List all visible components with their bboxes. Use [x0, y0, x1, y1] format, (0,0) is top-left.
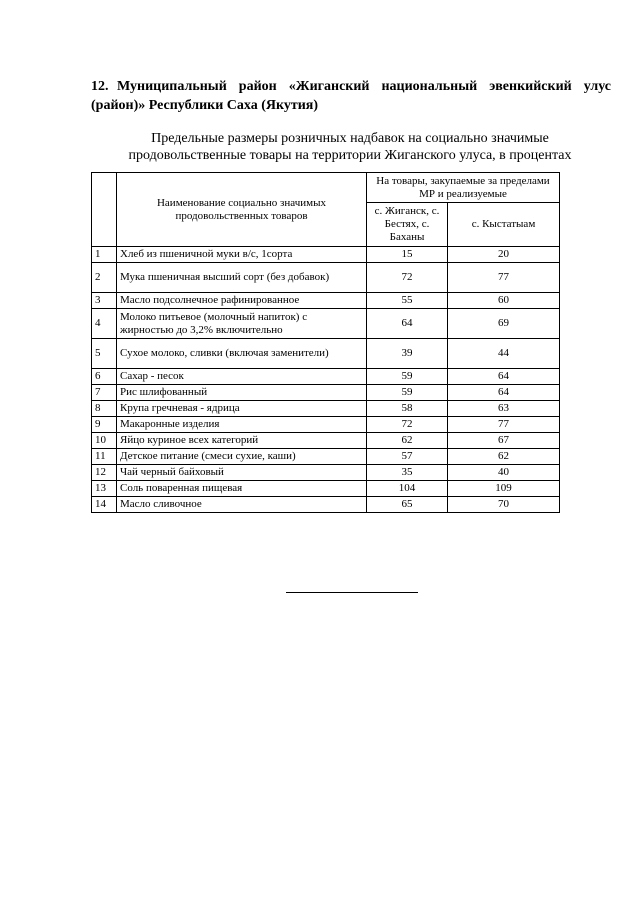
table-row — [92, 385, 560, 401]
table-row — [92, 481, 560, 497]
row-product-name: Рис шлифованный — [117, 385, 367, 401]
table-row — [92, 293, 560, 309]
table-body — [92, 247, 560, 513]
row-value-zhigansk: 62 — [367, 433, 448, 449]
row-value-zhigansk: 35 — [367, 465, 448, 481]
row-value-kystatyam: 64 — [448, 369, 560, 385]
row-number: 11 — [92, 449, 117, 465]
row-number: 5 — [92, 339, 117, 369]
row-value-zhigansk: 58 — [367, 401, 448, 417]
row-value-kystatyam: 40 — [448, 465, 560, 481]
row-value-kystatyam: 69 — [448, 309, 560, 339]
row-value-zhigansk: 64 — [367, 309, 448, 339]
row-value-zhigansk: 15 — [367, 247, 448, 263]
row-number: 13 — [92, 481, 117, 497]
row-number: 2 — [92, 263, 117, 293]
row-value-kystatyam: 109 — [448, 481, 560, 497]
row-product-name: Соль поваренная пищевая — [117, 481, 367, 497]
row-value-zhigansk: 57 — [367, 449, 448, 465]
row-value-kystatyam: 77 — [448, 263, 560, 293]
table-row — [92, 449, 560, 465]
row-number: 12 — [92, 465, 117, 481]
row-product-name: Мука пшеничная высший сорт (без добавок) — [117, 263, 367, 293]
row-product-name: Молоко питьевое (молочный напиток) с жирностью до 3,2% включительно — [117, 309, 367, 339]
header-col-kystatyam: с. Кыстатыам — [448, 203, 560, 247]
row-product-name: Детское питание (смеси сухие, каши) — [117, 449, 367, 465]
row-value-kystatyam: 64 — [448, 385, 560, 401]
row-value-kystatyam: 20 — [448, 247, 560, 263]
row-product-name: Масло подсолнечное рафинированное — [117, 293, 367, 309]
row-value-zhigansk: 104 — [367, 481, 448, 497]
row-value-zhigansk: 72 — [367, 263, 448, 293]
row-number: 8 — [92, 401, 117, 417]
row-product-name: Сахар - песок — [117, 369, 367, 385]
section-heading — [91, 77, 611, 115]
row-value-zhigansk: 55 — [367, 293, 448, 309]
row-value-zhigansk: 65 — [367, 497, 448, 513]
row-number: 7 — [92, 385, 117, 401]
table-caption-line-1: Предельные размеры розничных надбавок на социально значимые — [151, 131, 549, 146]
table-row — [92, 339, 560, 369]
row-value-zhigansk: 72 — [367, 417, 448, 433]
header-col-zhigansk: с. Жиганск, с. Бестях, с. Баханы — [367, 203, 448, 247]
row-number: 9 — [92, 417, 117, 433]
row-value-zhigansk: 39 — [367, 339, 448, 369]
table-row — [92, 433, 560, 449]
row-value-zhigansk: 59 — [367, 385, 448, 401]
row-product-name: Сухое молоко, сливки (включая заменители) — [117, 339, 367, 369]
row-number: 1 — [92, 247, 117, 263]
row-product-name: Хлеб из пшеничной муки в/с, 1сорта — [117, 247, 367, 263]
row-product-name: Масло сливочное — [117, 497, 367, 513]
row-value-kystatyam: 77 — [448, 417, 560, 433]
table-header — [92, 173, 560, 247]
row-number: 10 — [92, 433, 117, 449]
table-row — [92, 263, 560, 293]
row-value-kystatyam: 62 — [448, 449, 560, 465]
table-row — [92, 401, 560, 417]
row-number: 3 — [92, 293, 117, 309]
section-number: 12. — [91, 79, 109, 94]
markup-table — [91, 172, 560, 513]
row-value-kystatyam: 63 — [448, 401, 560, 417]
table-row — [92, 369, 560, 385]
section-title: Муниципальный район «Жиганский национальный эвенкийский улус (район)» Республики Саха (Якутия) — [91, 79, 611, 113]
row-number: 4 — [92, 309, 117, 339]
row-value-kystatyam: 70 — [448, 497, 560, 513]
header-product-name: Наименование социально значимых продовольственных товаров — [117, 173, 367, 247]
row-product-name: Яйцо куриное всех категорий — [117, 433, 367, 449]
table-row — [92, 417, 560, 433]
row-number: 14 — [92, 497, 117, 513]
table-row — [92, 497, 560, 513]
row-value-kystatyam: 60 — [448, 293, 560, 309]
row-product-name: Чай черный байховый — [117, 465, 367, 481]
header-number-cell — [92, 173, 117, 247]
signature-line — [286, 592, 418, 593]
row-value-kystatyam: 67 — [448, 433, 560, 449]
row-value-kystatyam: 44 — [448, 339, 560, 369]
row-number: 6 — [92, 369, 117, 385]
row-product-name: Крупа гречневая - ядрица — [117, 401, 367, 417]
table-row — [92, 465, 560, 481]
header-group-purchased: На товары, закупаемые за пределами МР и реализуемые — [367, 173, 560, 203]
table-row — [92, 247, 560, 263]
table-caption — [100, 130, 600, 164]
row-product-name: Макаронные изделия — [117, 417, 367, 433]
table-caption-line-2: продовольственные товары на территории Жиганского улуса, в процентах — [128, 148, 572, 163]
table-row — [92, 309, 560, 339]
row-value-zhigansk: 59 — [367, 369, 448, 385]
